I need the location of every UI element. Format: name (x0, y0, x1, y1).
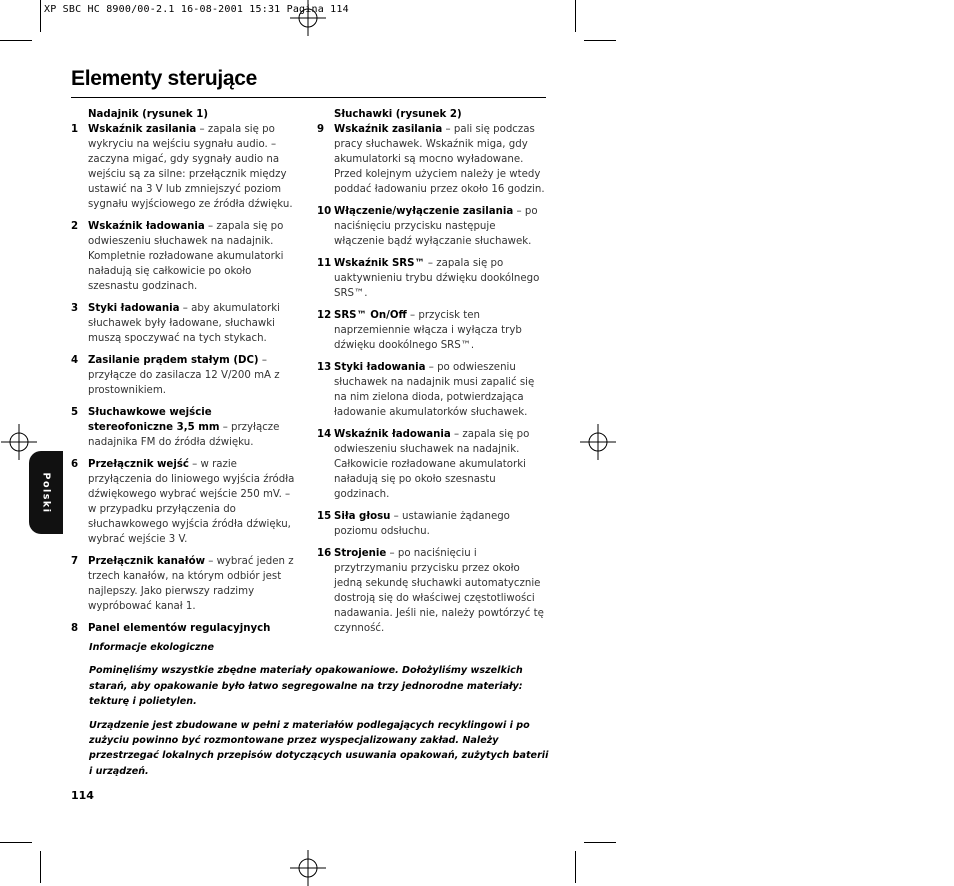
item-text (334, 204, 546, 249)
item-description: – po odwieszeniu słuchawek na nadajnik musi zapalić się na nim zielona dioda, potwierdzająca ładowanie akumulatorków słuchawek. (334, 362, 535, 418)
transmitter-column (71, 107, 296, 643)
list-item (317, 509, 546, 539)
eco-paragraph: Pominęliśmy wszystkie zbędne materiały opakowaniowe. Dołożyliśmy wszelkich starań, aby opakowanie było łatwo segregowalne na trzy jednorodne materiały: tekturę i polietylen. (89, 665, 523, 708)
item-number: 15 (317, 511, 332, 522)
item-number: 16 (317, 548, 332, 559)
transmitter-list (71, 122, 296, 636)
list-item (317, 204, 546, 249)
eco-info (89, 640, 549, 787)
list-item (71, 301, 296, 346)
list-item (71, 405, 296, 450)
title-rule (71, 97, 546, 98)
item-description: – przycisk ten naprzemiennie włącza i wyłącza tryb dźwięku dookólnego SRS™. (334, 310, 522, 351)
item-text (334, 308, 546, 353)
list-item (71, 457, 296, 547)
item-term: Siła głosu (334, 511, 391, 522)
item-description: – aby akumulatorki słuchawek były ładowane, słuchawki muszą spoczywać na tych stykach. (88, 303, 280, 344)
registration-mark-icon (580, 424, 616, 460)
item-term: Wskaźnik SRS™ (334, 258, 425, 269)
print-slug: XP SBC HC 8900/00-2.1 16-08-2001 15:31 Pagina 114 (44, 4, 349, 15)
item-number: 5 (71, 407, 79, 418)
item-description: – zapala się po uaktywnieniu trybu dźwięku dookólnego SRS™. (334, 258, 540, 299)
crop-mark (584, 842, 616, 843)
list-item (317, 308, 546, 353)
crop-mark (0, 40, 32, 41)
crop-mark (40, 0, 41, 32)
item-description: – po naciśnięciu i przytrzymaniu przycisku przez około jedną sekundę słuchawki automatycznie dostroją się do właściwej częstotliwości nadawania. Jeśli nie, należy powtórzyć tę czynność. (334, 548, 544, 634)
item-term: Wskaźnik zasilania (88, 124, 197, 135)
list-item (71, 122, 296, 212)
item-text (88, 353, 296, 398)
item-number: 7 (71, 556, 79, 567)
item-description: – przyłącze nadajnika FM do źródła dźwięku. (88, 422, 280, 448)
item-description: – ustawianie żądanego poziomu odsłuchu. (334, 511, 510, 537)
eco-paragraph: Urządzenie jest zbudowane w pełni z materiałów podlegających recyklingowi i po zużyciu powinno być rozmontowane przez wyspecjalizowany zakład. Należy przestrzegać lokalnych przepisów dotyczących usuwania opakowań, zużytych baterii i urządzeń. (89, 719, 549, 777)
item-text (88, 621, 296, 636)
item-term: Panel elementów regulacyjnych (88, 623, 271, 634)
item-term: Przełącznik kanałów (88, 556, 205, 567)
transmitter-heading: Nadajnik (rysunek 1) (88, 109, 208, 120)
list-item (71, 219, 296, 294)
list-item (71, 554, 296, 614)
list-item (317, 546, 546, 636)
item-text (334, 546, 546, 636)
item-term: Włączenie/wyłączenie zasilania (334, 206, 514, 217)
item-number: 10 (317, 206, 332, 217)
list-item (71, 621, 296, 636)
registration-mark-icon (290, 0, 326, 36)
headphones-column (317, 107, 546, 643)
item-text (88, 122, 296, 212)
headphones-heading: Słuchawki (rysunek 2) (334, 109, 462, 120)
item-description: – zapala się po wykryciu na wejściu sygnału audio. – zaczyna migać, gdy sygnały audio na wejściu są za silne: przełącznik między ustawić na 3 V lub zmniejszyć poziom sygnału wyjściowego ze źródła dźwięku. (88, 124, 293, 210)
item-text (334, 360, 546, 420)
list-item (71, 353, 296, 398)
item-number: 3 (71, 303, 79, 314)
item-text (88, 301, 296, 346)
crop-mark (575, 0, 576, 32)
crop-mark (40, 851, 41, 883)
page-number: 114 (71, 789, 94, 802)
item-term: SRS™ On/Off (334, 310, 407, 321)
item-description: – po naciśnięciu przycisku następuje włączenie bądź wyłączanie słuchawek. (334, 206, 538, 247)
list-item (317, 427, 546, 502)
item-number: 11 (317, 258, 332, 269)
item-term: Wskaźnik zasilania (334, 124, 443, 135)
item-number: 6 (71, 459, 79, 470)
item-term: Styki ładowania (334, 362, 426, 373)
item-term: Strojenie (334, 548, 387, 559)
item-number: 2 (71, 221, 79, 232)
item-description: – przyłącze do zasilacza 12 V/200 mA z prostownikiem. (88, 355, 280, 396)
item-text (88, 219, 296, 294)
item-text (88, 554, 296, 614)
list-item (317, 256, 546, 301)
item-description: – zapala się po odwieszeniu słuchawek na nadajnik. Kompletnie rozładowane akumulatorki naładują się całkowicie po około szesnastu godzinach. (88, 221, 284, 292)
item-term: Wskaźnik ładowania (334, 429, 451, 440)
item-description: – zapala się po odwieszeniu słuchawek na nadajnik. Całkowicie rozładowane akumulatorki naładują się po około szesnastu godzinach. (334, 429, 530, 500)
crop-mark (584, 40, 616, 41)
item-number: 12 (317, 310, 332, 321)
item-description: – w razie przyłączenia do liniowego wyjścia źródła dźwiękowego wybrać wejście 250 mV. – w przypadku przyłączenia do słuchawkowego wyjścia źródła dźwięku, wybrać wejście 3 V. (88, 459, 295, 545)
item-text (88, 457, 296, 547)
item-description: – wybrać jeden z trzech kanałów, na którym odbiór jest najlepszy. Jako pierwszy radzimy wypróbować kanał 1. (88, 556, 294, 612)
language-tab (29, 451, 63, 534)
item-number: 4 (71, 355, 79, 366)
list-item (317, 360, 546, 420)
item-term: Słuchawkowe wejście stereofoniczne 3,5 mm (88, 407, 220, 433)
registration-mark-icon (290, 850, 326, 886)
item-term: Wskaźnik ładowania (88, 221, 205, 232)
crop-mark (0, 842, 32, 843)
item-number: 9 (317, 124, 325, 135)
item-number: 1 (71, 124, 79, 135)
item-term: Zasilanie prądem stałym (DC) (88, 355, 259, 366)
item-number: 13 (317, 362, 332, 373)
list-item (317, 122, 546, 197)
item-text (334, 427, 546, 502)
eco-title: Informacje ekologiczne (89, 642, 214, 653)
headphones-list (317, 122, 546, 636)
item-text (334, 509, 546, 539)
item-text (334, 256, 546, 301)
item-term: Styki ładowania (88, 303, 180, 314)
item-text (88, 405, 296, 450)
item-description: – pali się podczas pracy słuchawek. Wskaźnik miga, gdy akumulatorki są mocno wyładowane. Przed kolejnym użyciem należy je wtedy poddać ładowaniu przez około 16 godzin. (334, 124, 545, 195)
item-number: 14 (317, 429, 332, 440)
item-number: 8 (71, 623, 79, 634)
crop-mark (575, 851, 576, 883)
item-text (334, 122, 546, 197)
language-tab-label: Polski (40, 472, 52, 513)
page-title: Elementy sterujące (71, 67, 258, 90)
item-term: Przełącznik wejść (88, 459, 189, 470)
